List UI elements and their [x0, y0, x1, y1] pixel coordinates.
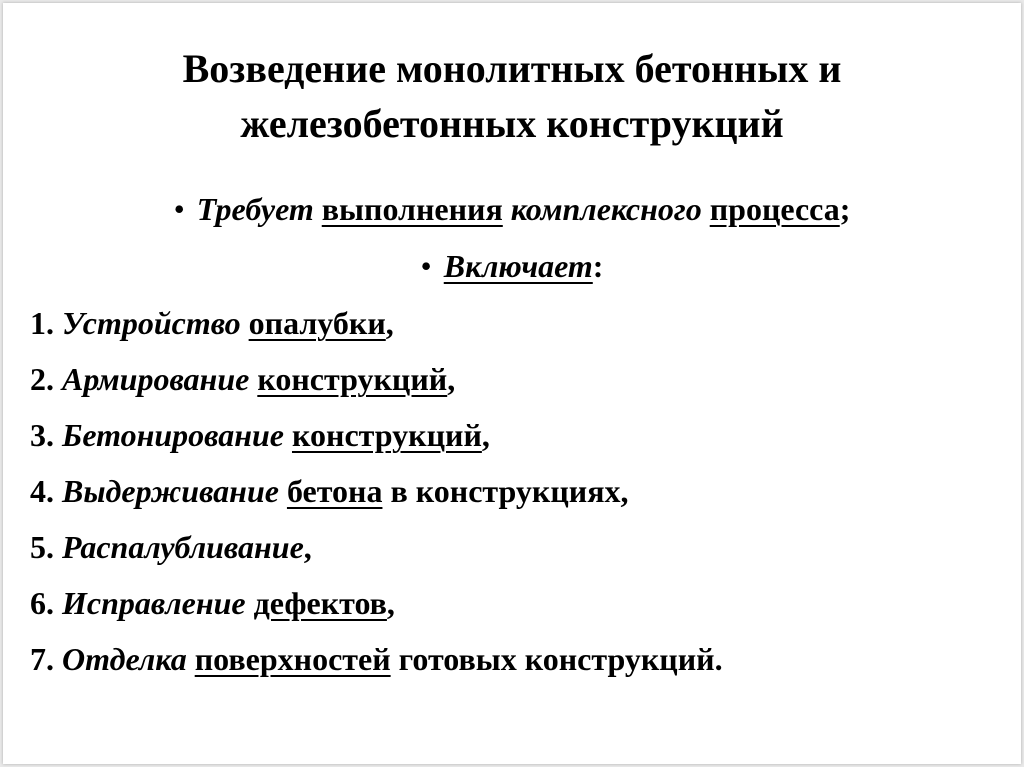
bullet-process-word: процесса [709, 191, 840, 227]
bullet-marker: • [173, 191, 185, 227]
step-number: 1. [30, 305, 54, 341]
step-action: Устройство [62, 305, 241, 341]
list-item [30, 471, 723, 527]
step-number: 3. [30, 417, 54, 453]
step-object: конструкций [291, 417, 482, 453]
slide [3, 3, 1021, 764]
step-number: 4. [30, 473, 54, 509]
step-object: опалубки [248, 305, 386, 341]
bullet-requires [3, 189, 1021, 229]
step-action: Выдерживание [62, 473, 279, 509]
bullet-requires-word: Требует [196, 191, 314, 227]
list-item [30, 415, 723, 471]
step-number: 7. [30, 641, 54, 677]
step-rest: , [447, 361, 456, 397]
bullet-execution-word: выполнения [321, 191, 503, 227]
bullet-colon: : [592, 248, 604, 284]
step-rest: , [303, 529, 312, 565]
title-line-2: железобетонных конструкций [240, 101, 784, 146]
slide-title [3, 41, 1021, 151]
list-item [30, 639, 723, 695]
list-item [30, 359, 723, 415]
step-rest: , [386, 585, 395, 621]
list-item [30, 583, 723, 639]
step-object: поверхностей [194, 641, 391, 677]
steps-list [30, 303, 723, 695]
bullet-includes-word: Включает [443, 248, 593, 284]
step-rest: в конструкциях, [390, 473, 629, 509]
step-rest: , [385, 305, 394, 341]
list-item [30, 303, 723, 359]
step-action: Исправление [62, 585, 246, 621]
step-object: конструкций [257, 361, 448, 397]
title-line-1: Возведение монолитных бетонных и [182, 46, 842, 91]
step-number: 6. [30, 585, 54, 621]
step-action: Бетонирование [62, 417, 284, 453]
bullet-marker: • [420, 248, 432, 284]
list-item [30, 527, 723, 583]
step-object: дефектов [253, 585, 387, 621]
step-number: 2. [30, 361, 54, 397]
bullet-complex-word: комплексного [510, 191, 702, 227]
step-rest: , [481, 417, 490, 453]
step-number: 5. [30, 529, 54, 565]
step-action: Армирование [62, 361, 250, 397]
step-action: Распалубливание [62, 529, 304, 565]
bullet-includes [3, 246, 1021, 286]
step-action: Отделка [62, 641, 187, 677]
step-object: бетона [286, 473, 383, 509]
step-rest: готовых конструкций. [398, 641, 723, 677]
bullet-semicolon: ; [839, 191, 851, 227]
